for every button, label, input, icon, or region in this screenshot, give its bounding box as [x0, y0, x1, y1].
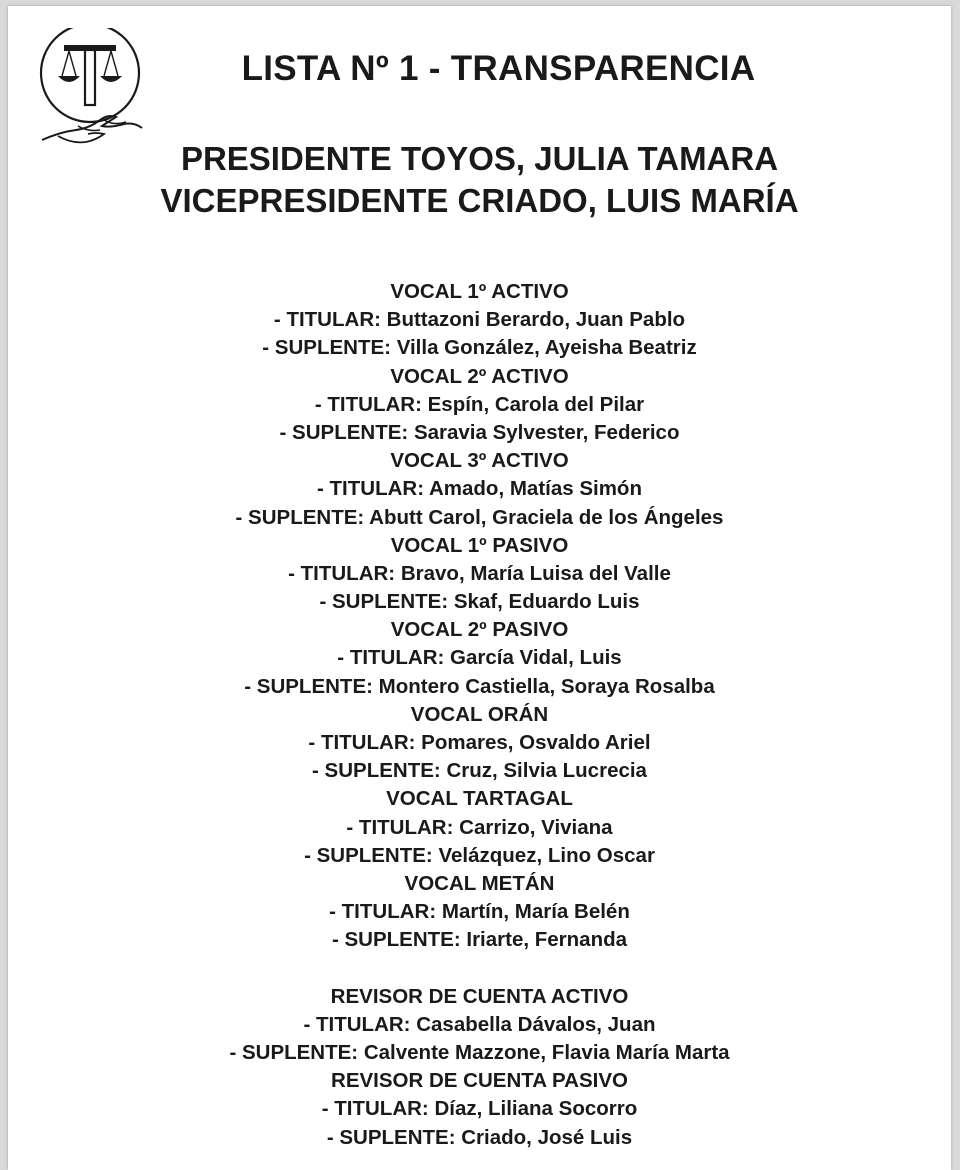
suplente-line: - SUPLENTE: Villa González, Ayeisha Beatriz	[262, 336, 697, 360]
suplente-line: - SUPLENTE: Velázquez, Lino Oscar	[304, 843, 655, 867]
titular-line: - TITULAR: Díaz, Liliana Socorro	[321, 1097, 638, 1121]
suplente-line: - SUPLENTE: Abutt Carol, Graciela de los Ángeles	[235, 505, 724, 529]
list-title: LISTA Nº 1 - TRANSPARENCIA	[241, 49, 756, 88]
titular-line: - TITULAR: Pomares, Osvaldo Ariel	[308, 731, 651, 754]
suplente-line: - SUPLENTE: Montero Castiella, Soraya Rosalba	[244, 674, 715, 698]
suplente-line: - SUPLENTE: Criado, José Luis	[326, 1125, 633, 1149]
spacer	[8, 955, 951, 983]
titular-line: - TITULAR: García Vidal, Luis	[337, 646, 622, 670]
section-heading: VOCAL 1º ACTIVO	[390, 280, 569, 303]
titular-line: - TITULAR: Amado, Matías Simón	[317, 477, 642, 501]
section-heading: VOCAL TARTAGAL	[386, 787, 573, 811]
section-heading: REVISOR DE CUENTA ACTIVO	[330, 984, 629, 1008]
section-heading: VOCAL 2º PASIVO	[390, 618, 569, 642]
scales-of-justice-hands-icon	[38, 28, 148, 153]
suplente-line: - SUPLENTE: Skaf, Eduardo Luis	[319, 590, 640, 614]
titular-line: - TITULAR: Bravo, María Luisa del Valle	[288, 561, 671, 585]
suplente-line: - SUPLENTE: Iriarte, Fernanda	[331, 928, 628, 952]
section-heading: REVISOR DE CUENTA PASIVO	[331, 1069, 628, 1093]
suplente-line: - SUPLENTE: Cruz, Silvia Lucrecia	[312, 759, 647, 783]
titular-line: - TITULAR: Espín, Carola del Pilar	[314, 392, 645, 416]
section-heading: VOCAL ORÁN	[410, 702, 549, 726]
titular-line: - TITULAR: Casabella Dávalos, Juan	[303, 1012, 656, 1036]
titular-line: - TITULAR: Buttazoni Berardo, Juan Pablo	[273, 308, 686, 332]
titular-line: - TITULAR: Martín, María Belén	[329, 900, 630, 924]
president-line: PRESIDENTE TOYOS, JULIA TAMARA	[180, 140, 779, 177]
titular-line: - TITULAR: Carrizo, Viviana	[346, 815, 613, 839]
officers-block	[8, 138, 951, 222]
candidates-list	[8, 278, 951, 1152]
section-heading: VOCAL 3º ACTIVO	[390, 449, 569, 473]
suplente-line: - SUPLENTE: Saravia Sylvester, Federico	[279, 420, 680, 444]
ballot-page	[8, 6, 951, 1170]
section-heading: VOCAL METÁN	[404, 871, 555, 895]
section-heading: VOCAL 2º ACTIVO	[390, 364, 569, 388]
vice-president-line: VICEPRESIDENTE CRIADO, LUIS MARÍA	[160, 182, 799, 219]
suplente-line: - SUPLENTE: Calvente Mazzone, Flavia María Marta	[229, 1041, 730, 1065]
section-heading: VOCAL 1º PASIVO	[390, 533, 569, 557]
